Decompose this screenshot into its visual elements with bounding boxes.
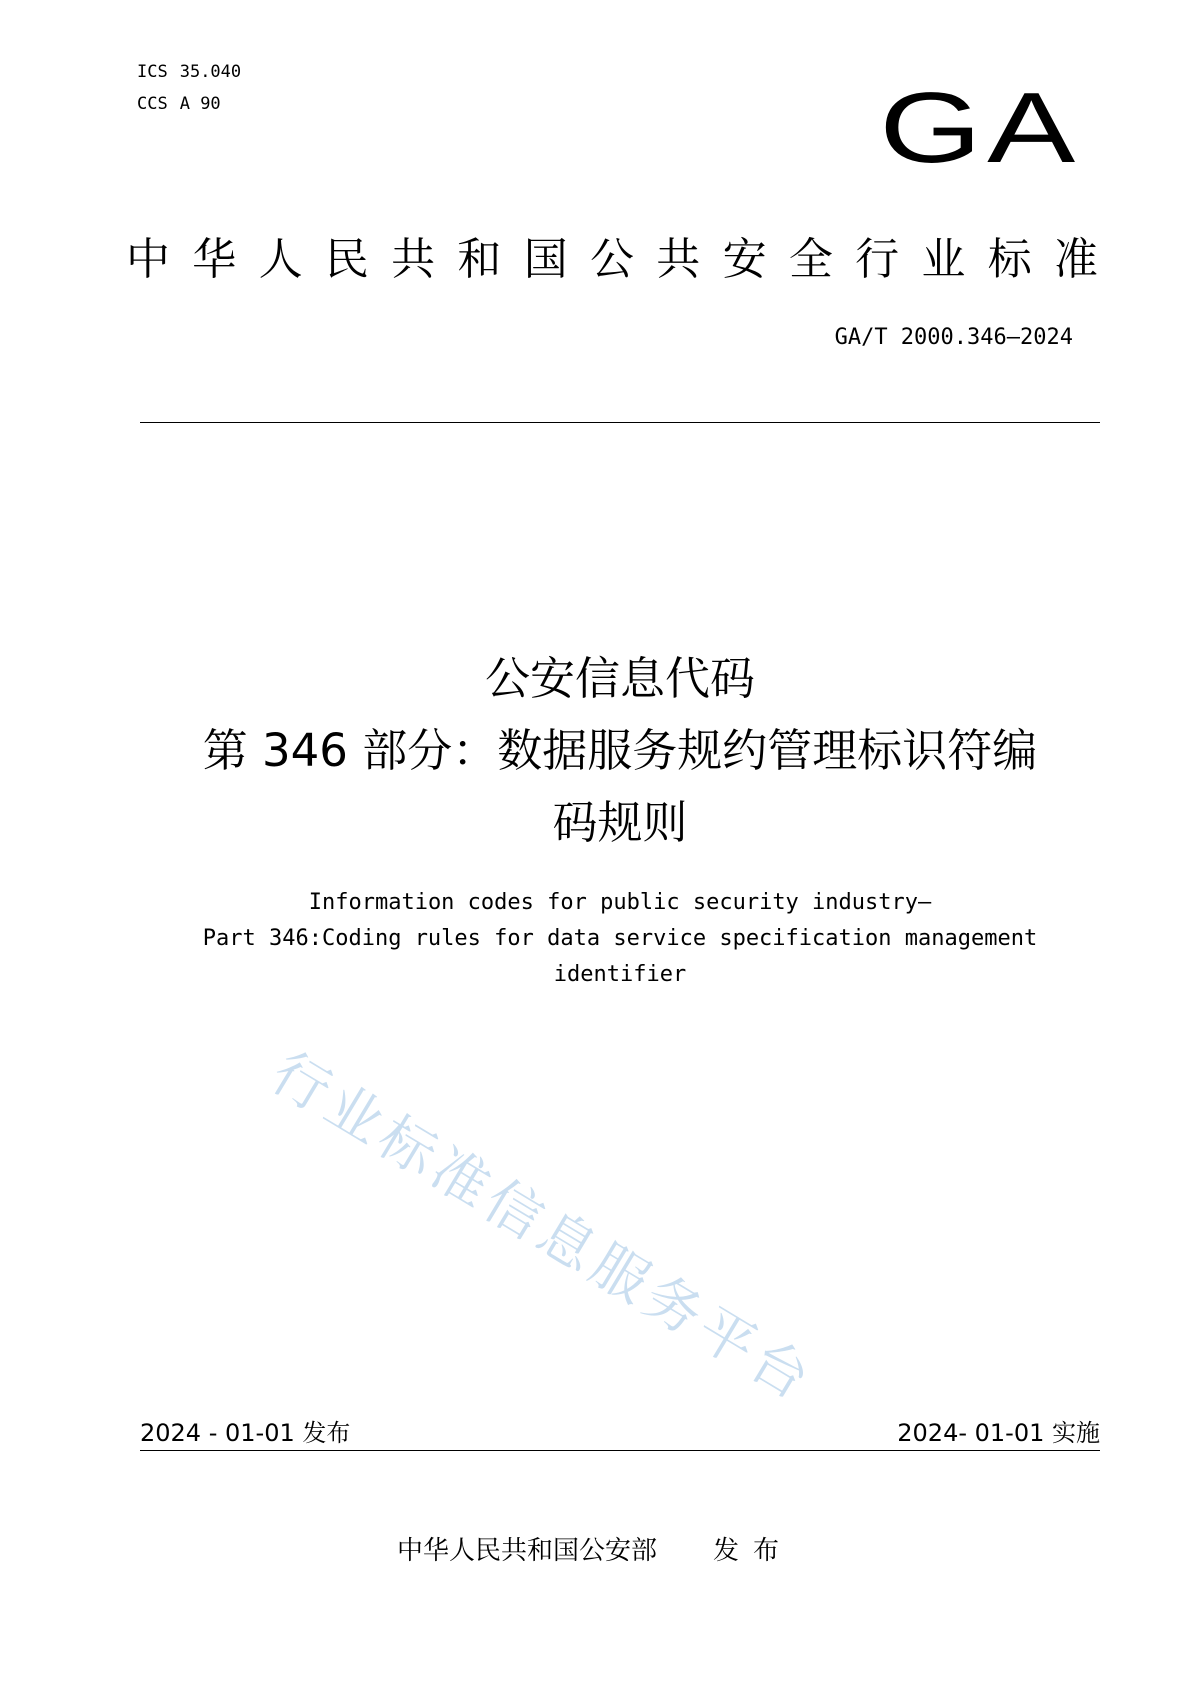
chinese-title [140,643,1100,859]
publisher-name: 中华人民共和国公安部 [396,1536,657,1566]
english-title-line-2: Part 346:Coding rules for data service specification management [202,926,1038,951]
ccs-label: CCS [137,94,168,114]
publish-action: 发布 [713,1536,794,1566]
english-title-line-3: identifier [553,962,687,987]
chinese-title-line-3: 码规则 [552,796,688,849]
bottom-divider [140,1450,1100,1451]
watermark: 行业标准信息服务平台 [260,1040,826,1416]
ics-label: ICS [137,62,168,82]
ics-line [137,62,241,82]
standard-number: GA/T 2000.346—2024 [834,325,1073,350]
implementation-date: 2024- 01-01 实施 [897,1419,1100,1447]
chinese-title-line-1: 公安信息代码 [484,652,755,705]
english-title [140,885,1100,993]
ics-code: 35.040 [179,62,242,82]
english-title-line-1: Information codes for public security industry— [308,890,932,915]
chinese-title-line-2: 第 346 部分：数据服务规约管理标识符编 [202,724,1038,777]
issue-date: 2024 - 01-01 发布 [140,1419,351,1447]
publisher-line [0,1530,1190,1567]
top-divider [140,422,1100,423]
standard-category-title: 中华人民共和国公共安全行业标准 [126,234,1106,285]
ga-logo: GA [878,72,1080,184]
ccs-code: A 90 [179,94,221,114]
ccs-line [137,94,221,114]
